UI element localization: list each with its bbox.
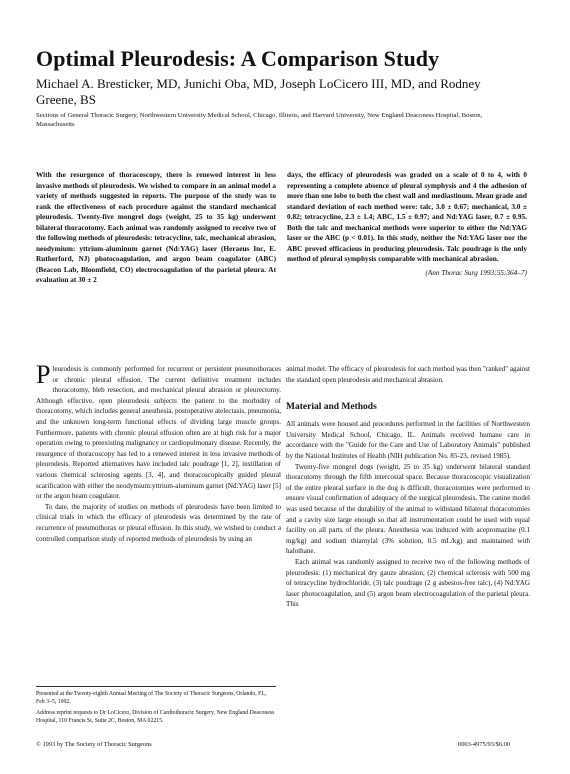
footnotes xyxy=(36,686,276,728)
intro-paragraph-2: To date, the majority of studies on methods of pleurodesis have been limited to clinical trials in which the efficacy of pleurodesis was determined by the rate of recurrence of pneumothorax or pleural effusion. In this study, we wished to conduct a controlled comparison study of reported methods of pleurodesis by using an xyxy=(36,502,281,543)
journal-citation: (Ann Thorac Surg 1993;55:364–7) xyxy=(425,267,527,277)
footnote-presented: Presented at the Twenty-eighth Annual Meeting of The Society of Thoracic Surgeons, Orlando, FL, Feb 3–5, 1992. xyxy=(36,691,267,705)
methods-paragraph-2: Twenty-five mongrel dogs (weight, 25 to 35 kg) underwent bilateral standard thoracotomy through the fifth intercostal space. Because thoracoscopic visualization of the entire pleural surface in the dog is difficult, thoracotomies were performed to ensure visual confirmation of adequacy of the surgical pleurodesis. The canine model was used because of the durability of the animal to withstand bilateral thoracotomies and a cavity size large enough so that all instrumentation could be used with equal facility on all parts of the pleura. Anesthesia was induced with acepromazine (0.1 mg/kg) and sodium thiamylal (3% solution, 0.5 mL/kg) and maintained with halothane. xyxy=(286,462,530,556)
copyright-line: © 1993 by The Society of Thoracic Surgeons xyxy=(36,741,152,748)
footnote-reprints: Address reprint requests to Dr LoCicero, Division of Cardiothoracic Surgery, New England Deaconess Hospital, 110 Francis St, Suite 2C, Boston, MA 02215. xyxy=(36,710,275,724)
body-right-column xyxy=(286,364,530,610)
methods-paragraph-3: Each animal was randomly assigned to receive two of the following methods of pleurodesis: (1) mechanical dry gauze abrasion, (2) chemical sclerosis with 500 mg of tetracycline hydrochloride, (3) talc poudrage (2 g asbestos-free talc), (4) Nd:YAG laser photocoagulation, and (5) argon beam electrocoagulation of the parietal pleura. This xyxy=(286,557,530,609)
body-left-column xyxy=(36,360,281,544)
abstract-left-column xyxy=(36,170,276,286)
intro-paragraph-1-text: leurodesis is commonly performed for recurrent or persistent pneumothoraces or chronic pleural effusion. The current definitive treatment includes thoracotomy, bleb resection, and mechanical pleural abrasion or pleurectomy. Although effective, open pleurodesis subjects the patient to the morbidity of thoracotomy, which includes general anesthesia, postoperative atelectasis, pneumonia, and the unknown long-term functional effects of dividing large muscle groups. Furthermore, patients with chronic pleural effusion often are at high risk for a major operation owing to preexisting malignancy or cardiopulmonary disease. Recently, the resurgence of thoracoscopy has led to a renewed interest in less invasive methods of pleurodesis. Reported alternatives have included talc poudrage [1, 2], instillation of various chemical sclerosing agents [3, 4], and thoracoscopically guided pleural scarification with either the neodymium:yttrium-aluminum garnet (Nd:YAG) laser [5] or the argon beam coagulator. xyxy=(36,365,281,501)
drop-cap: P xyxy=(36,360,51,389)
abstract-right-column xyxy=(287,170,527,278)
author-list: Michael A. Bresticker, MD, Junichi Oba, MD, Joseph LoCicero III, MD, and Rodney Greene, BS xyxy=(36,76,481,107)
affiliation: Sections of General Thoracic Surgery, Northwestern University Medical School, Chicago, Illinois, and Harvard University, New England Deaconess Hospital, Boston, Massachusetts xyxy=(36,112,483,128)
methods-paragraph-1: All animals were housed and procedures performed in the facilities of Northwestern University Medical School, Chicago, IL. Animals received humane care in accordance with the "Guide for the Care and Use of Laboratory Animals" published by the National Institutes of Health (NIH publication No. 85-23, revised 1985). xyxy=(286,420,530,460)
abstract-text-left: With the resurgence of thoracoscopy, there is renewed interest in less invasive methods of pleurodesis. We wished to compare in an animal model a variety of methods suggested in reports. The purpose of the study was to rank the effectiveness of each procedure against the standard mechanical pleurodesis. Twenty-five mongrel dogs (weight, 25 to 35 kg) underwent bilateral thoracotomy. Each animal was randomly assigned to receive two of the following methods of pleurodesis: tetracycline, talc, mechanical abrasion, neodymium: yttrium-aluminum garnet (Nd:YAG) laser (Heraeus Inc, E. Rutherford, NJ) photocoagulation, and argon beam coagulator (ABC) (Beacon Lab, Bloomfield, CO) electrocoagulation of the parietal pleura. At evaluation at 30 ± 2 xyxy=(36,170,276,284)
article-title: Optimal Pleurodesis: A Comparison Study xyxy=(36,46,440,71)
article-code: 0003-4975/93/$6.00 xyxy=(458,741,511,748)
intro-paragraph-1 xyxy=(36,360,281,502)
continued-paragraph: animal model. The efficacy of pleurodesis for each method was then "ranked" against the standard open pleurodesis and mechanical abrasion. xyxy=(286,365,530,384)
abstract-text-right: days, the efficacy of pleurodesis was graded on a scale of 0 to 4, with 0 representing a complete absence of pleural symphysis and 4 the adhesion of more than one lobe to both the chest wall and mediastinum. Mean grade and standard deviation of each method were: talc, 3.0 ± 0.67; mechanical, 3.0 ± 0.82; tetracycline, 2.3 ± 1.4; ABC, 1.5 ± 0.97; and Nd:YAG laser, 0.7 ± 0.95. Both the talc and mechanical methods were superior to either the Nd:YAG laser or the ABC (p < 0.01). In this study, neither the Nd:YAG laser nor the ABC proved efficacious in producing pleurodesis. Talc poudrage is the only method of pleural symphysis comparable with mechanical abrasion. xyxy=(287,170,527,263)
section-heading: Material and Methods xyxy=(286,402,377,413)
